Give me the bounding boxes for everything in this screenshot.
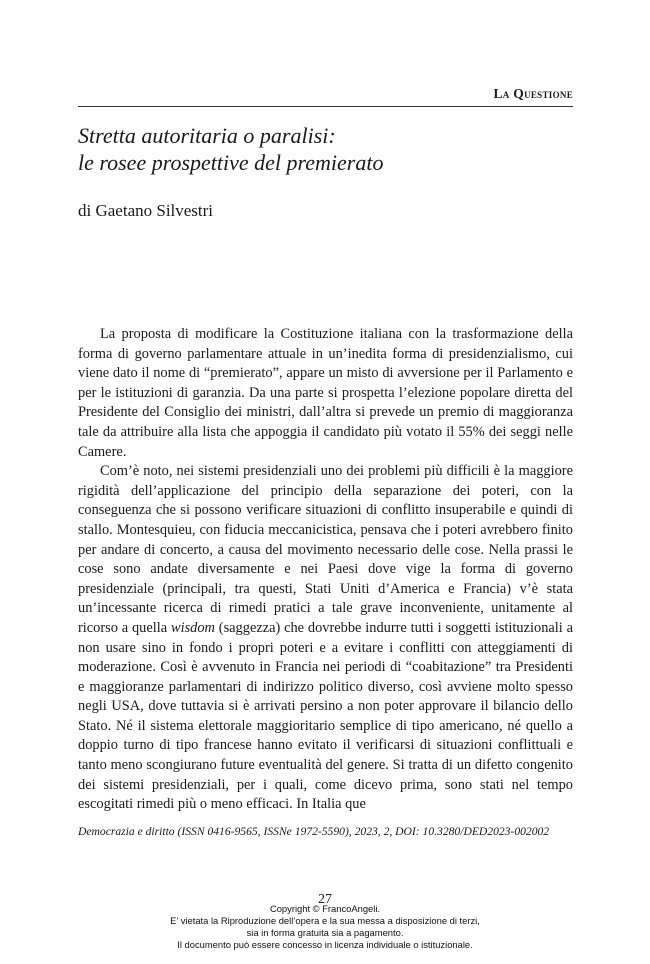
paragraph-2-text-a: Com’è noto, nei sistemi presidenziali uno dei problemi più difficili è la maggiore rigidità dell’applicazione del principio della separazione dei poteri, con la conseguenza che si possono verificare situazioni di conflitto insuperabile e quindi di stallo. Montesquieu, con fiducia meccanicistica, pensava che i poteri avrebbero finito per andare di concerto, a causa del movimento necessario delle cose. Nella prassi le cose sono andate diversamente e nei Paesi dove vige la forma di governo presidenziale (principali, tra questi, Stati Uniti d’America e Francia) v’è stata un’incessante ricerca di rimedi pratici a tale grave inconveniente, unitamente al ricorso a quella xyxy=(78,463,573,636)
paragraph-2-emphasis: wisdom xyxy=(170,619,215,636)
journal-citation: Democrazia e diritto (ISSN 0416-9565, ISSNe 1972-5590), 2023, 2, DOI: 10.3280/DED2023-002002 xyxy=(78,825,550,838)
page-number: 27 xyxy=(318,892,332,907)
title-line-2: le rosee prospettive del premierato xyxy=(78,150,384,175)
author-byline: di Gaetano Silvestri xyxy=(78,201,214,220)
article-body xyxy=(78,325,573,815)
copyright-line-2: E’ vietata la Riproduzione dell’opera e la sua messa a disposizione di terzi, xyxy=(170,915,480,926)
copyright-line-3: sia in forma gratuita sia a pagamento. xyxy=(246,927,404,938)
paragraph-2-text-b: (saggezza) che dovrebbe indurre tutti i soggetti istituzionali a non usare sino in fondo i propri poteri e a evitare i conflitti con atteggiamenti di moderazione. Così è avvenuto in Francia nei periodi di “coabitazione” tra Presidenti e maggioranze parlamentari di indirizzo politico diverso, così avviene molto spesso negli USA, dove tuttavia si è arrivati persino a non poter approvare il bilancio dello Stato. Né il sistema elettorale maggioritario semplice di tipo americano, né quello a doppio turno di tipo francese hanno evitato il verificarsi di situazioni conflittuali e tanto meno scongiurano future eventualità del genere. Si tratta di un difetto congenito dei sistemi presidenziali, per i quali, come dicevo prima, sono stati nel tempo escogitati rimedi più o meno efficaci. In Italia que xyxy=(78,619,573,813)
article-title xyxy=(78,122,573,176)
copyright-notice xyxy=(0,903,650,951)
title-line-1: Stretta autoritaria o paralisi: xyxy=(78,123,336,148)
paragraph-2 xyxy=(78,462,573,815)
copyright-line-1: Copyright © FrancoAngeli. xyxy=(269,903,381,914)
header-rule xyxy=(78,106,573,107)
running-head: La Questione xyxy=(493,86,573,101)
paragraph-1: La proposta di modificare la Costituzione italiana con la trasformazione della forma di governo parlamentare attuale in un’inedita forma di presidenzialismo, cui viene dato il nome di “premierato”, appare un misto di avversione per il Parlamento e per le istituzioni di garanzia. Da una parte si prospetta l’elezione popolare diretta del Presidente del Consiglio dei ministri, dall’altra si prevede un premio di maggioranza tale da attribuire alla lista che appoggia il candidato più votato il 55% dei seggi nelle Camere. xyxy=(78,326,573,460)
copyright-line-4: Il documento può essere concesso in licenza individuale o istituzionale. xyxy=(177,939,473,950)
